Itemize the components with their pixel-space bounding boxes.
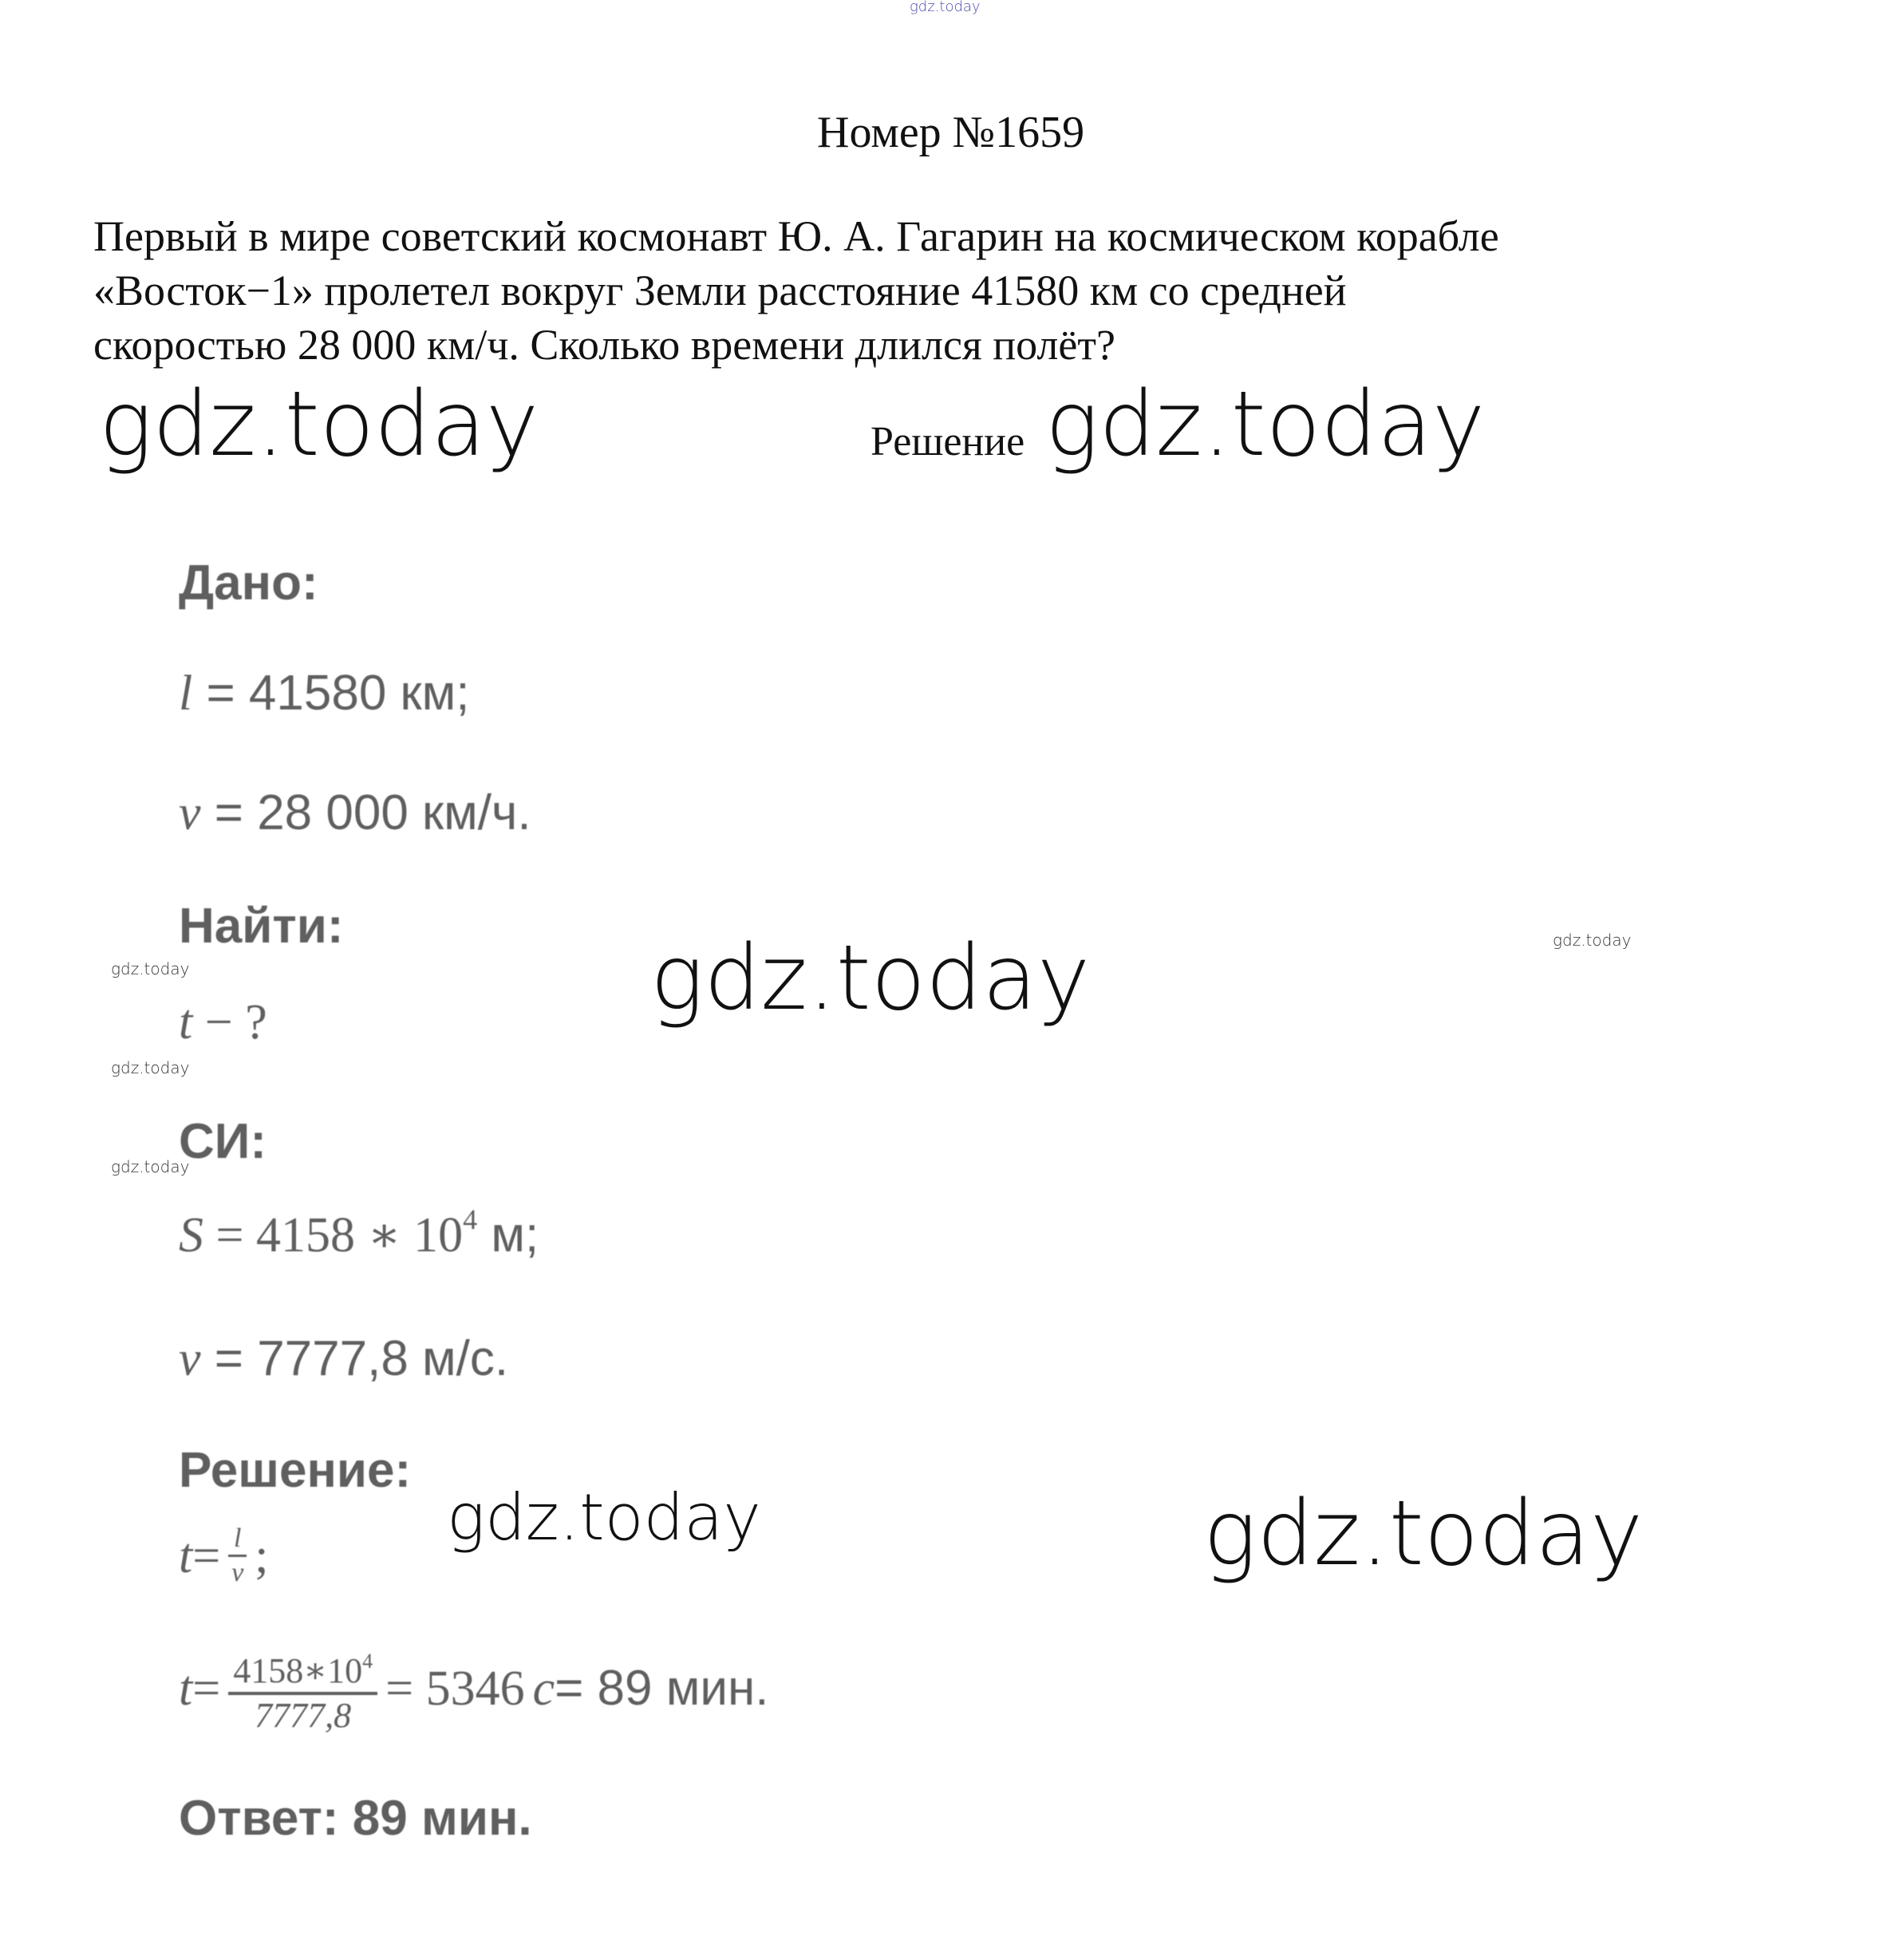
problem-line: Первый в мире советский космонавт Ю. А. Гагарин на космическом корабле [93, 212, 1499, 260]
watermark-small: gdz.today [1553, 931, 1632, 950]
variable-l: l [179, 666, 193, 721]
equals-sign: = [192, 1662, 221, 1716]
equals-sign: = [192, 1528, 221, 1583]
fraction-calculation [228, 1641, 377, 1737]
si-distance-value: = 4158 ∗ 10 [203, 1208, 464, 1263]
variable-s: S [179, 1208, 203, 1263]
variable-v: v [179, 1332, 201, 1386]
watermark-large: gdz.today [650, 927, 1091, 1030]
si-speed-value: = 7777,8 м/с. [200, 1331, 509, 1386]
calculation-result: = 5346 [385, 1662, 525, 1716]
find-time-rest: − ? [192, 995, 267, 1049]
problem-line: скоростью 28 000 км/ч. Сколько времени длился полёт? [93, 321, 1115, 369]
watermark-large: gdz.today [1045, 373, 1486, 476]
watermark-medium: gdz.today [447, 1480, 761, 1555]
page-title: Номер №1659 [817, 108, 1085, 157]
fraction-l-over-v [228, 1523, 247, 1589]
si-speed [179, 1331, 509, 1386]
variable-c: c [532, 1662, 555, 1716]
fraction-numerator: l [234, 1523, 242, 1553]
numerator-base: 4158∗10 [233, 1651, 363, 1690]
watermark-small: gdz.today [111, 1058, 190, 1077]
fraction-numerator [228, 1641, 377, 1692]
numerator-exponent: 4 [362, 1650, 373, 1673]
watermark-top: gdz.today [910, 0, 981, 15]
watermark-small: gdz.today [111, 959, 190, 978]
given-distance-value: = 41580 км; [192, 666, 470, 721]
si-distance-exponent: 4 [463, 1203, 478, 1235]
formula-calculation [179, 1641, 768, 1737]
si-label: СИ: [179, 1114, 266, 1169]
fraction-denominator: 7777,8 [255, 1696, 352, 1735]
variable-t: t [179, 995, 193, 1049]
watermark-small: gdz.today [111, 1157, 190, 1176]
watermark-large: gdz.today [99, 373, 539, 476]
solution-heading: Решение [871, 419, 1025, 464]
variable-t: t [179, 1528, 193, 1583]
si-distance-unit: м; [477, 1207, 539, 1263]
result-minutes: = 89 мин. [555, 1661, 769, 1716]
given-distance [179, 666, 470, 721]
solution-label: Решение: [179, 1443, 412, 1498]
answer-text: Ответ: 89 мин. [179, 1791, 532, 1846]
given-label: Дано: [179, 555, 318, 611]
variable-t: t [179, 1662, 193, 1716]
given-speed-value: = 28 000 км/ч. [200, 785, 531, 840]
watermark-large: gdz.today [1203, 1482, 1644, 1586]
problem-line: «Восток−1» пролетел вокруг Земли расстояние 41580 км со средней [93, 267, 1347, 314]
si-distance [179, 1203, 539, 1263]
find-label: Найти: [179, 899, 344, 954]
variable-v: v [179, 786, 201, 840]
problem-text [93, 209, 1785, 372]
given-speed [179, 785, 531, 840]
formula-time [179, 1523, 269, 1589]
semicolon: ; [255, 1528, 269, 1583]
fraction-denominator: v [231, 1558, 244, 1587]
find-time [179, 995, 267, 1049]
